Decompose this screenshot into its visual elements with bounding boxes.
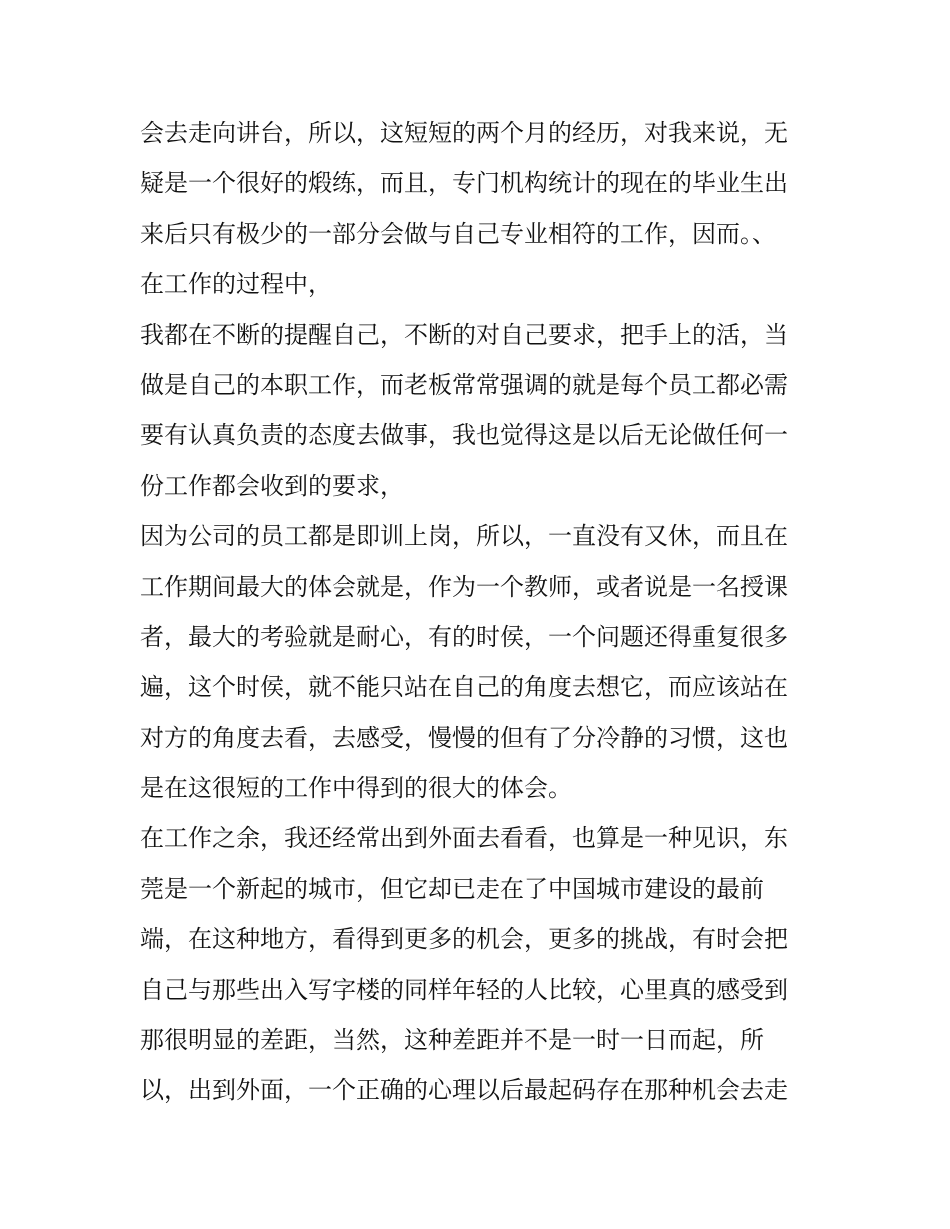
text-line: 那很明显的差距，当然，这种差距并不是一时一日而起，所 xyxy=(140,1026,764,1055)
text-line: 份工作都会收到的要求， xyxy=(140,471,404,500)
text-line: 做是自己的本职工作，而老板常常强调的就是每个员工都必需 xyxy=(140,370,788,399)
text-line: 会去走向讲台，所以，这短短的两个月的经历，对我来说，无 xyxy=(140,119,788,147)
text-line: 者，最大的考验就是耐心，有的时侯，一个问题还得重复很多 xyxy=(140,622,788,651)
text-line: 对方的角度去看，去感受，慢慢的但有了分冷静的习惯，这也 xyxy=(140,723,788,752)
text-line: 以，出到外面，一个正确的心理以后最起码存在那种机会去走 xyxy=(140,1076,788,1105)
text-line: 遍，这个时侯，就不能只站在自己的角度去想它，而应该站在 xyxy=(140,673,788,702)
text-line: 要有认真负责的态度去做事，我也觉得这是以后无论做任何一 xyxy=(140,421,788,450)
body-text xyxy=(140,108,820,1116)
text-line: 工作期间最大的体会就是，作为一个教师，或者说是一名授课 xyxy=(140,572,788,601)
text-line: 来后只有极少的一部分会做与自己专业相符的工作，因而。、 xyxy=(140,219,776,248)
text-line: 莞是一个新起的城市，但它却已走在了中国城市建设的最前 xyxy=(140,874,764,903)
text-line: 在工作的过程中， xyxy=(140,270,332,299)
text-line: 疑是一个很好的煅练，而且，专门机构统计的现在的毕业生出 xyxy=(140,169,788,198)
text-line: 因为公司的员工都是即训上岗，所以，一直没有又休，而且在 xyxy=(140,522,788,551)
text-line: 在工作之余，我还经常出到外面去看看，也算是一种见识，东 xyxy=(140,824,788,853)
text-line: 自己与那些出入写字楼的同样年轻的人比较，心里真的感受到 xyxy=(140,975,788,1004)
text-line: 是在这很短的工作中得到的很大的体会。 xyxy=(140,774,572,803)
text-line: 端，在这种地方，看得到更多的机会，更多的挑战，有时会把 xyxy=(140,925,788,954)
text-line: 我都在不断的提醒自己，不断的对自己要求，把手上的活，当 xyxy=(140,320,788,349)
